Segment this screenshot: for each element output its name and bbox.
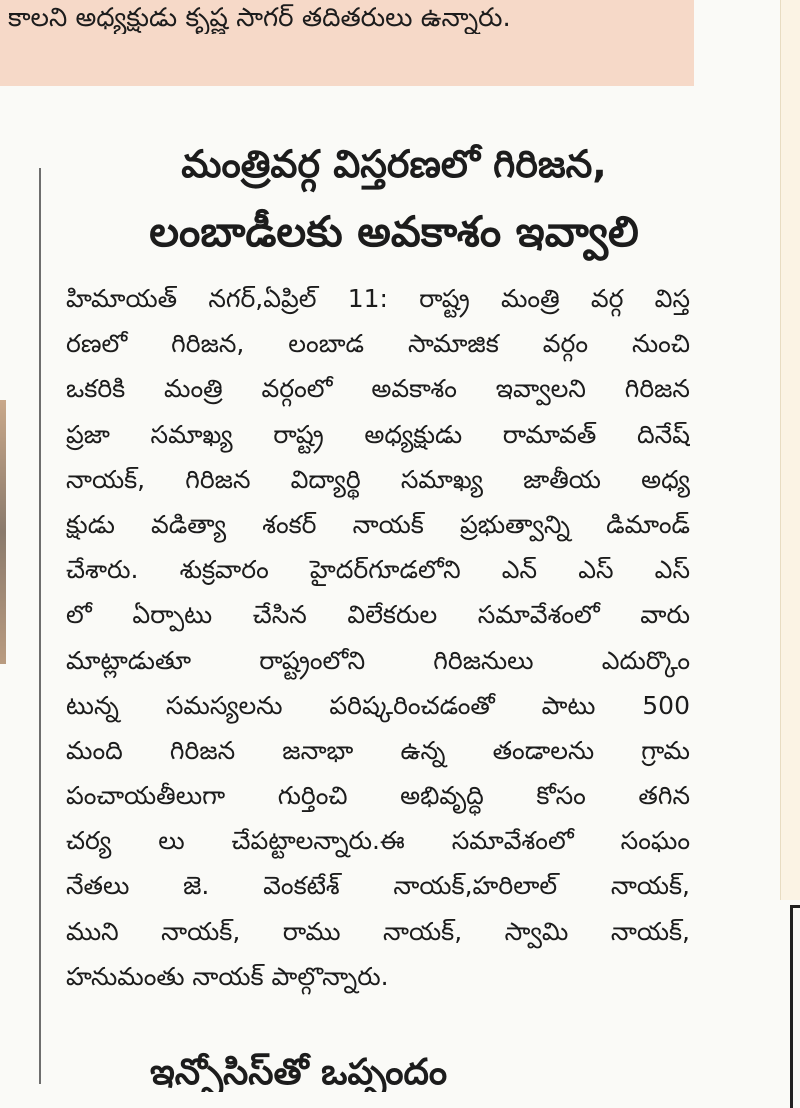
article-body-line: ఒకరికి మంత్రి వర్గంలో అవకాశం ఇవ్వాలని గిరిజన [66,374,690,404]
article-body-line: రణలో గిరిజన, లంబాడ సామాజిక వర్గం నుంచి [66,329,690,359]
adjacent-article-frame [790,905,800,1108]
article-body-line: పంచాయతీలుగా గుర్తించి అభివృద్ధి కోసం తగిన [66,781,690,811]
headline-line-2: లంబాడీలకు అవకాశం ఇవ్వాలి [149,207,639,256]
article-body-line: లో ఏర్పాటు చేసిన విలేకరుల సమావేశంలో వారు [66,600,690,630]
article-body-line: మంది గిరిజన జనాభా ఉన్న తండాలను గ్రామ [66,735,690,765]
article-body-line: చేశారు. శుక్రవారం హైదర్‌గూడలోని ఎన్ ఎస్ ఎస్ [66,555,690,585]
adjacent-photo-edge [0,400,6,664]
headline-line-1: మంత్రివర్గ విస్తరణలో గిరిజన, [181,142,607,186]
next-article-headline: ఇన్ఫోసిస్‌తో ఒప్పందం [150,1052,448,1092]
previous-article-last-line: కాలని అధ్యక్షుడు కృష్ణ సాగర్ తదితరులు ఉన్నారు. [8,3,511,33]
article-body-line: ప్రజా సమాఖ్య రాష్ట్ర అధ్యక్షుడు రామావత్ దినేష్ [66,419,690,449]
article-body-line: చర్య లు చేపట్టాలన్నారు.ఈ సమావేశంలో సంఘం [66,826,690,856]
article-body-line: నేతలు జె. వెంకటేశ్ నాయక్,హరిలాల్ నాయక్, [66,871,690,901]
article-body-line: ముని నాయక్, రాము నాయక్, స్వామి నాయక్, [66,916,690,946]
adjacent-column-edge [780,0,800,900]
article-body-line: హిమాయత్ నగర్,ఏప్రిల్ 11: రాష్ట్ర మంత్రి వర్గ విస్త [66,284,690,313]
article-body-line: హనుమంతు నాయక్ పాల్గొన్నారు. [66,961,389,991]
column-divider [39,168,41,1084]
article-body-line: టున్న సమస్యలను పరిష్కరించడంతో పాటు 500 [66,690,690,720]
article-body-line: మాట్లాడుతూ రాష్ట్రంలోని గిరిజనులు ఎదుర్కొం [66,645,690,675]
article-body-line: నాయక్, గిరిజన విద్యార్థి సమాఖ్య జాతీయ అధ్య [66,464,690,494]
article-body-line: క్షుడు వడిత్యా శంకర్ నాయక్ ప్రభుత్వాన్ని డిమాండ్ [66,509,690,539]
previous-article-snippet [0,0,694,86]
article-body [66,276,690,999]
